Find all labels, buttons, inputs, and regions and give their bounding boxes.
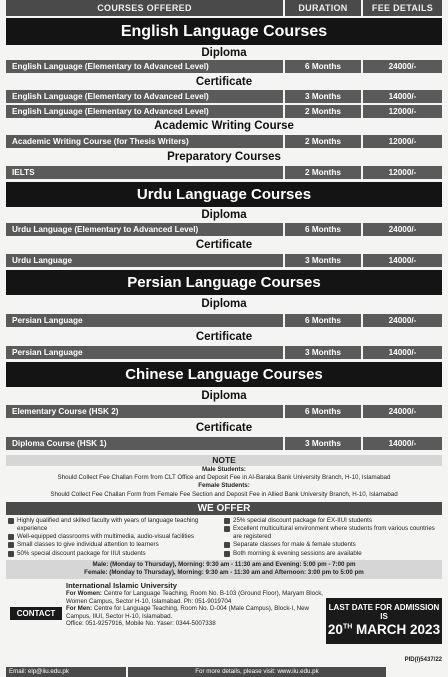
list-item: Small classes to give individual attention to learners <box>8 541 224 549</box>
contact-label: CONTACT <box>10 607 62 620</box>
table-row: Diploma Course (HSK 1) 3 Months 14000/- <box>6 437 442 450</box>
contact-info: International Islamic University For Women: Centre for Language Teaching, Room No. B-103 (Ground Floor), Maryam Block, Women Campus, Sector H-10, Islamabad. Ph: 051-9019704 For Men: Centre for Language Teaching, Room No. D-004 (Male Campus), Block-I, New Campus, IIUI, Sector H-10, Islamabad. Office: 051-9257916, Mobile No. Yaser: 0344-5007338 <box>66 580 324 628</box>
english-courses-title: English Language Courses <box>6 18 442 45</box>
table-row: English Language (Elementary to Advanced Level) 3 Months 14000/- <box>6 90 442 103</box>
list-item: 50% special discount package for IIUI students <box>8 550 224 558</box>
women-address: Centre for Language Teaching, Room No. B-103 (Ground Floor), Maryam Block, Women Campus, Sector H-10, Islamabad. Ph: 051-9019704 <box>66 589 324 605</box>
bullet-icon <box>8 542 14 548</box>
academic-writing-heading: Academic Writing Course <box>154 120 294 132</box>
male-students-label: Male Students: <box>201 466 246 473</box>
header-duration: DURATION <box>285 0 361 16</box>
header-courses: COURSES OFFERED <box>6 0 283 16</box>
website-link[interactable]: For more details, please visit: www.iiu.edu.pk <box>128 667 386 677</box>
table-row: IELTS 2 Months 12000/- <box>6 166 442 179</box>
chinese-certificate-heading: Certificate <box>195 422 253 434</box>
list-item: 25% special discount package for EX-IIUI students <box>224 517 440 525</box>
female-timing: Female: (Monday to Thursday), Morning: 9:30 am - 11:30 am and Afternoon: 3:00 pm to 5:00 pm <box>84 569 364 577</box>
persian-diploma-heading: Diploma <box>201 298 247 310</box>
bullet-icon <box>224 551 230 557</box>
preparatory-heading: Preparatory Courses <box>167 151 281 163</box>
footer <box>6 657 442 677</box>
bullet-icon <box>224 526 230 532</box>
english-certificate-heading: Certificate <box>195 76 253 88</box>
table-row: English Language (Elementary to Advanced Level) 6 Months 24000/- <box>6 60 442 73</box>
we-offer-title: WE OFFER <box>6 502 442 515</box>
list-item: Separate classes for male & female students <box>224 541 440 549</box>
chinese-courses-title: Chinese Language Courses <box>6 362 442 387</box>
english-diploma-heading: Diploma <box>201 47 247 59</box>
office-phone: Office: 051-9257916, Mobile No. Yaser: 0344-5007338 <box>66 620 216 628</box>
female-students-label: Female Students: <box>198 482 250 490</box>
table-row: Persian Language 6 Months 24000/- <box>6 314 442 327</box>
note-title: NOTE <box>6 455 442 466</box>
urdu-courses-title: Urdu Language Courses <box>6 182 442 207</box>
persian-certificate-heading: Certificate <box>195 331 253 343</box>
bullet-icon <box>8 518 14 524</box>
list-item: Highly qualified and skilled faculty with years of language teaching experience <box>8 517 224 533</box>
note-body <box>6 466 442 499</box>
last-date-banner <box>326 598 442 644</box>
offer-list-left <box>8 517 224 558</box>
last-date-label: LAST DATE FOR ADMISSION IS <box>328 602 440 621</box>
offer-list <box>6 515 442 558</box>
urdu-diploma-heading: Diploma <box>201 209 247 221</box>
list-item: Excellent multicultural environment where students from various countries are registered <box>224 525 440 541</box>
table-header <box>6 0 442 16</box>
advertisement <box>6 0 442 677</box>
urdu-certificate-heading: Certificate <box>195 239 253 251</box>
chinese-diploma-heading: Diploma <box>201 390 247 402</box>
last-date-value: 20TH MARCH 2023 <box>327 621 441 637</box>
class-timing <box>6 560 442 579</box>
table-row: English Language (Elementary to Advanced Level) 2 Months 12000/- <box>6 105 442 118</box>
offer-list-right <box>224 517 440 558</box>
contact-section <box>6 580 442 640</box>
bullet-icon <box>8 551 14 557</box>
email-link[interactable]: Email: elp@iiu.edu.pk <box>6 667 126 677</box>
table-row: Persian Language 3 Months 14000/- <box>6 346 442 359</box>
male-students-text: Should Collect Fee Challan Form from CLT Office and Deposit Fee in Al-Baraka Bank University Branch, H-10, Islamabad <box>57 474 391 482</box>
bullet-icon <box>8 534 14 540</box>
header-fee: FEE DETAILS <box>363 0 442 16</box>
table-row: Urdu Language 3 Months 14000/- <box>6 254 442 267</box>
male-timing: Male: (Monday to Thursday), Morning: 9:30 am - 11:30 am and Evening: 5:00 pm - 7:00 pm <box>92 560 356 568</box>
persian-courses-title: Persian Language Courses <box>6 270 442 295</box>
female-students-text: Should Collect Fee Challan Form from Female Fee Section and Deposit Fee in Allied Bank University Branch, H-10, Islamabad <box>50 490 398 498</box>
table-row: Academic Writing Course (for Thesis Writers) 2 Months 12000/- <box>6 135 442 148</box>
list-item: Both morning & evening sessions are available <box>224 550 440 558</box>
table-row: Urdu Language (Elementary to Advanced Level) 6 Months 24000/- <box>6 223 442 236</box>
table-row: Elementary Course (HSK 2) 6 Months 24000/- <box>6 405 442 418</box>
list-item: Well-equipped classrooms with multimedia, audio-visual facilities <box>8 533 224 541</box>
men-address: Centre for Language Teaching, Room No. D-004 (Male Campus), Block-I, New Campus, IIUI, Sector H-10, Islamabad. <box>66 605 310 620</box>
university-name: International Islamic University <box>66 580 177 590</box>
bullet-icon <box>224 518 230 524</box>
pid-number: PID(I)5437/22 <box>404 657 442 663</box>
bullet-icon <box>224 542 230 548</box>
